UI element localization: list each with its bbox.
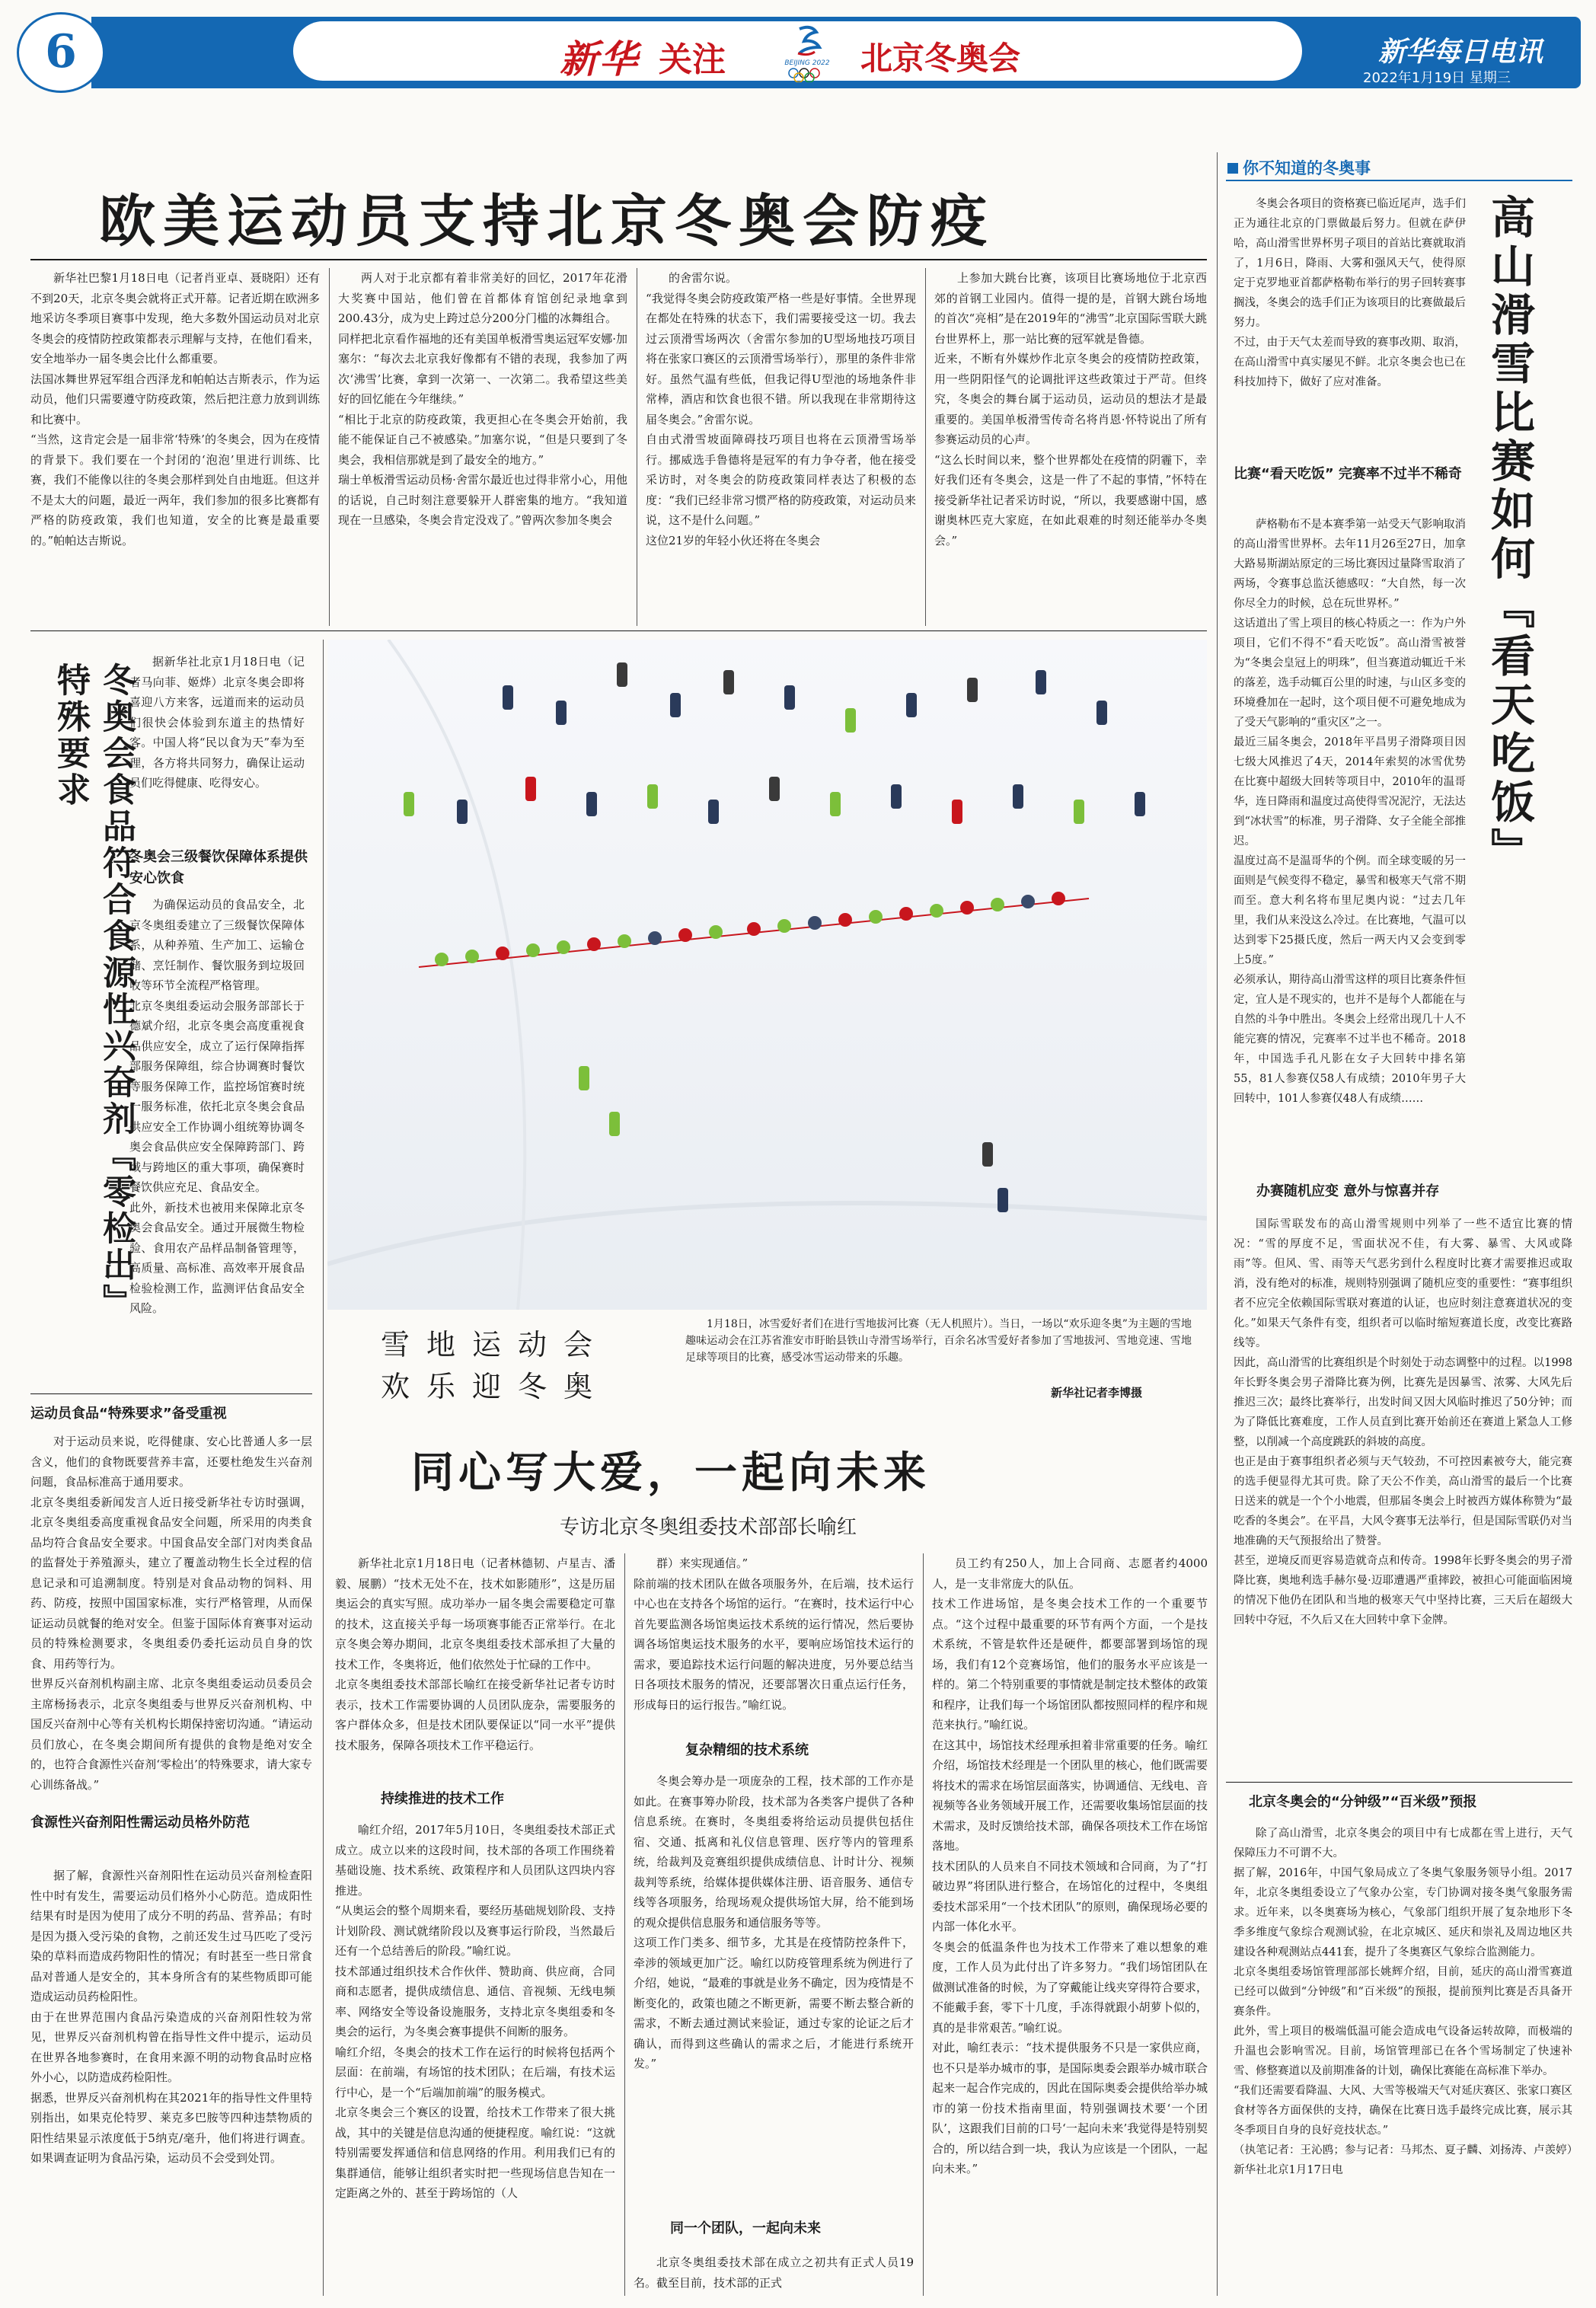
interview-subhead-1: 持续推进的技术工作 xyxy=(381,1791,504,1807)
divider xyxy=(1226,180,1572,181)
food-subhead-3: 食源性兴奋剂阳性需运动员格外防范 xyxy=(30,1815,250,1831)
interview-subhead-2: 复杂精细的技术系统 xyxy=(685,1742,809,1758)
interview-col2c: 北京冬奥组委技术部在成立之初共有正式人员19名。截至目前，技术部的正式 xyxy=(634,2255,914,2290)
divider xyxy=(923,1553,924,2296)
right-subhead-1: 比赛“看天吃饭” 完赛率不过半不稀奇 xyxy=(1234,466,1462,482)
right-subhead-2: 办赛随机应变 意外与惊喜并存 xyxy=(1256,1183,1440,1199)
paper-name: 新华每日电讯 xyxy=(1378,36,1543,68)
photo-tug-of-war xyxy=(327,640,1207,1310)
brand-guanzhu: 关注 xyxy=(659,40,726,79)
main-story-col3: 的舍雷尔说。 “我觉得冬奥会防疫政策严格一些是好事情。全世界现在都处在特殊的状态下，我们需要接受这一切。我去过云顶滑雪场两次（舍雷尔参加的U型场地技巧项目将在张家口赛区的云顶滑雪场举行），那里的条件非常好。虽然气温有些低，但我记得U型池的场地条件非常棒，酒店和饮食也很不错。所以我现在非常期待这届冬奥会。”舍雷尔说。 自由式滑雪坡面障碍技巧项目也将在云顶滑雪场举行。挪威选手鲁德将是冠军的有力争夺者，他在接受采访时，对冬奥会的防疫政策同样表达了积极的态度：“我们已经非常习惯严格的防疫政策，对运动员来说，这不是什么问题。” 这位21岁的年轻小伙还将在冬奥会 xyxy=(646,271,916,547)
food-subhead-1: 冬奥会三级餐饮保障体系提供安心饮食 xyxy=(129,849,308,886)
main-headline: 欧美运动员支持北京冬奥会防疫 xyxy=(99,189,994,254)
food-story-body-1: 为确保运动员的食品安全，北京冬奥组委建立了三级餐饮保障体系，从种养殖、生产加工、运输仓储、烹饪制作、餐饮服务到垃圾回收等环节全流程严格管理。 北京冬奥组委运动会服务部部长于德斌介绍，北京冬奥会高度重视食品供应安全，成立了运行保障指挥部服务保障组，综合协调赛时餐饮等服务保障工作，监控场馆赛时统一服务标准，依托北京冬奥会食品供应安全工作协调小组统筹协调冬奥会食品供应安全保障跨部门、跨域与跨地区的重大事项，确保赛时餐饮供应充足、食品安全。 此外，新技术也被用来保障北京冬奥会食品安全。通过开展微生物检验、食用农产品样品制备管理等，高质量、高标准、高效率开展食品检验检测工作，监测评估食品安全风险。 xyxy=(129,898,305,1315)
divider xyxy=(624,1553,625,2296)
divider xyxy=(925,268,926,626)
square-icon xyxy=(1227,163,1238,174)
interview-subtitle: 专访北京冬奥组委技术部部长喻红 xyxy=(560,1516,857,1539)
interview-col2: 群）来实现通信。” 除前端的技术团队在做各项服务外，在后端，技术运行中心也在支持各个场馆的运行。“在赛时，技术运行中心首先要监测各场馆奥运技术系统的运行情况，然后要协调各场馆奥运技术服务的水平，要响应场馆技术运行的需求，要追踪技术运行问题的解决进度，另外要总结当日各项技术服务的情况，还要部署次日重点运行任务，形成每日的运行报告。”喻红说。 xyxy=(634,1556,914,1712)
page-number: 6 xyxy=(17,12,105,93)
photo-caption: 1月18日，冰雪爱好者们在进行雪地拔河比赛（无人机照片）。当日，一场以“欢乐迎冬奥”为主题的雪地趣味运动会在江苏省淮安市盱眙县铁山寺滑雪场举行，百余名冰雪爱好者参加了雪地拔河、雪地竞速、雪地足球等项目的比赛，感受冰雪运动带来的乐趣。 xyxy=(685,1318,1192,1364)
interview-headline: 同心写大爱，一起向未来 xyxy=(411,1448,930,1498)
interview-subhead-3: 同一个团队，一起向未来 xyxy=(670,2220,821,2236)
divider xyxy=(329,268,330,626)
photo-caption-title-1: 雪地运动会 xyxy=(381,1328,610,1361)
food-subhead-2: 运动员食品“特殊要求”备受重视 xyxy=(30,1406,227,1422)
photo-credit: 新华社记者李博摄 xyxy=(1051,1386,1143,1400)
right-subhead-3: 北京冬奥会的“分钟级”“百米级”预报 xyxy=(1249,1794,1477,1810)
interview-col2b: 冬奥会筹办是一项庞杂的工程，技术部的工作亦是如此。在赛事筹办阶段，技术部为各类客户提供了各种信息系统。在赛时，冬奥组委将给运动员提供包括住宿、交通、抵离和礼仪信息管理、医疗等内的管理系统，给裁判及竞赛组织提供成绩信息、计时计分、视频裁判等系统，给媒体提供媒体注册、语音服务、通信专线等各项服务，给现场观众提供场馆大屏，给不能到场的观众提供信息服务和通信服务等等。 这项工作门类多、细节多，尤其是在疫情防控条件下，牵涉的领域更加广泛。喻红以防疫管理系统为例进行了介绍，她说，“最难的事就是业务不确定，因为疫情是不断变化的，政策也随之不断更新，需要不断去整合新的需求，不断去通过测试来验证，通过专家的论证之后才确认，而得到这些确认的需求之后，才能进行系统开发。” xyxy=(634,1774,914,2070)
section-title: 北京冬奥会 xyxy=(860,40,1021,77)
main-story-col2: 两人对于北京都有着非常美好的回忆，2017年花滑大奖赛中国站，他们曾在首都体育馆创纪录地拿到200.43分，成为史上跨过总分200分门槛的冰舞组合。 同样把北京看作福地的还有美国单板滑雪奥运冠军安娜·加塞尔：“每次去北京我好像都有不错的表现，我参加了两次‘沸雪’比赛，拿到一次第一、一次第二。我希望这些美好的回忆能在今年继续。” “相比于北京的防疫政策，我更担心在冬奥会开始前，我能不能保证自己不被感染。”加塞尔说，“但是只要到了冬奥会，我相信那就是到了最安全的地方。” 瑞士单板滑雪运动员杨·舍雷尔最近也过得非常小心，用他的话说，自己时刻注意要躲开人群密集的地方。“我知道现在一旦感染，冬奥会肯定没戏了。”曾两次参加冬奥会 xyxy=(338,271,627,527)
food-story-lead: 据新华社北京1月18日电（记者马向菲、姬烨）北京冬奥会即将喜迎八方来客，远道而来的运动员们很快会体验到东道主的热情好客。中国人将“民以食为天”奉为至理，各方将共同努力，确保让运动员们吃得健康、吃得安心。 xyxy=(129,655,305,790)
divider xyxy=(30,630,1207,631)
photo-caption-title-2: 欢乐迎冬奥 xyxy=(381,1370,610,1403)
column-tag-text: 你不知道的冬奥事 xyxy=(1243,159,1371,177)
right-story-title: 高山滑雪比赛如何『看天吃饭』 xyxy=(1483,194,1535,876)
divider xyxy=(323,640,324,2296)
divider xyxy=(30,1393,312,1394)
right-story-body-2: 国际雪联发布的高山滑雪规则中列举了一些不适宜比赛的情况：“雪的厚度不足，雪面状况不佳，有大雾、暴雪、大风或降雨”等。但风、雪、雨等天气恶劣到什么程度时比赛才需要推迟或取消，没有绝对的标准，规则特别强调了随机应变的重要性：“赛事组织者不应完全依赖国际雪联对赛道的认证，也应时刻注意赛道状况的变化。”如果天气条件有变，组织者可以临时缩短赛道长度，改变比赛路线等。 因此，高山滑雪的比赛组织是个时刻处于动态调整中的过程。以1998年长野冬奥会男子滑降比赛为例，比赛先是因暴雪、浓雾、大风先后推迟三次；最终比赛举行，出发时间又因大风临时推迟了50分钟；而为了降低比赛难度，工作人员直到比赛开始前还在赛道上紧急人工修整，以削减一个高度跳跃的斜坡的高度。 也正是由于赛事组织者必须与天气较劲，不可控因素被夸大，能完赛的选手便显得尤其可贵。除了天公不作美，高山滑雪的最后一个比赛日送来的就是一个个小地震，但那届冬奥会上时被西方媒体称赞为“最吃香的冬奥会”。在平昌，大风令赛事无法举行，但是国际雪联仍对当地准确的天气预报给出了赞誉。 甚至，逆境反而更容易造就奇点和传奇。1998年长野冬奥会的男子滑降比赛，奥地利选手赫尔曼·迈耶遭遇严重摔跤，被担心可能面临困境的情况下他仍在团队和当地的极寒天气中坚持比赛，三天后在超级大回转中夺冠，不久后又在大回转中拿下金牌。 xyxy=(1234,1218,1572,1626)
divider xyxy=(30,259,1207,260)
divider xyxy=(1217,152,1218,2296)
beijing-2022-emblem-icon xyxy=(769,23,845,82)
emblem-caption: BEIJING 2022 xyxy=(784,59,830,67)
divider xyxy=(1226,1782,1572,1783)
main-story-col1: 新华社巴黎1月18日电（记者肖亚卓、聂晓阳）还有不到20天，北京冬奥会就将正式开幕。记者近期在欧洲多地采访冬季项目赛事中发现，绝大多数外国运动员对北京冬奥会的疫情防控政策都表示理解与支持，在他们看来，安全地举办一届冬奥会比什么都重要。 法国冰舞世界冠军组合西泽龙和帕帕达吉斯表示，作为运动员，他们只需要遵守防疫政策，然后把注意力放到训练和比赛中。 “当然，这肯定会是一届非常‘特殊’的冬奥会，因为在疫情的背景下。我们要在一个封闭的‘泡泡’里进行训练、比赛，我们不能像以往的冬奥会那样到处自由地逛。但这并不是太大的问题，最近一两年，我们参加的很多比赛都有严格的防疫政策，我们也知道，安全的比赛是最重要的。”帕帕达吉斯说。 xyxy=(30,271,320,547)
main-story-col4: 上参加大跳台比赛，该项目比赛场地位于北京西郊的首钢工业园内。值得一提的是，首钢大跳台场地的首次“亮相”是在2019年的“沸雪”北京国际雪联大跳台世界杯上，那一站比赛的冠军就是鲁德。 近来，不断有外媒炒作北京冬奥会的疫情防控政策，用一些阴阳怪气的论调批评这些政策过于严苛。但终究，冬奥会的舞台属于运动员，运动员的想法才是最重要的。美国单板滑雪传奇名将肖恩·怀特说出了所有参赛运动员的心声。 “这么长时间以来，整个世界都处在疫情的阴霾下，幸好我们还有冬奥会，这是一件了不起的事情，”怀特在接受新华社记者采访时说，“所以，我要感谢中国，感谢奥林匹克大家庭，在如此艰难的时刻还能举办冬奥会。” xyxy=(934,271,1207,547)
column-tag xyxy=(1227,156,1371,179)
food-story-body-3: 据了解，食源性兴奋剂阳性在运动员兴奋剂检查阳性中时有发生，需要运动员们格外小心防范。造成阳性结果有时是因为使用了成分不明的药品、营养品；有时是因为摄入受污染的食物，之前还发生过马匹吃了受污染的草料而造成药物阳性的情况；有时甚至一些日常食品对普通人是安全的，其本身所含有的某些物质即可能造成运动员药检阳性。 由于在世界范围内食品污染造成的兴奋剂阳性较为常见，世界反兴奋剂机构曾在指导性文件中提示，运动员在世界各地参赛时，在食用来源不明的动物食品时应格外小心，以防造成药检阳性。 据悉，世界反兴奋剂机构在其2021年的指导性文件里特别指出，如果克伦特罗、莱克多巴胺等四种违禁物质的阳性结果显示浓度低于5纳克/毫升，他们将进行调查。如果调查证明为食品污染，运动员不会受到处罚。 xyxy=(30,1869,312,2165)
right-story-body-1: 萨格勒布不是本赛季第一站受天气影响取消的高山滑雪世界杯。去年11月26至27日，加拿大路易斯湖站原定的三场比赛因过量降雪取消了两场，令赛事总监沃德感叹：“大自然，每一次你尽全力的时候，总在玩世界杯。” 这话道出了雪上项目的核心特质之一：作为户外项目，它们不得不“看天吃饭”。高山滑雪被誉为“冬奥会皇冠上的明珠”，但当赛道动辄近千米的落差，选手动辄百公里的时速，与山区多变的环境叠加在一起时，这个项目便不可避免地成为了受天气影响的“重灾区”之一。 最近三届冬奥会，2018年平昌男子滑降项目因七级大风推迟了4天，2014年索契的冰雪优势在比赛中超级大回转等项目中，2010年的温哥华，连日降雨和温度过高使得雪况泥泞，无法达到“冰状雪”的标准，男子滑降、女子全能全部推迟。 温度过高不是温哥华的个例。而全球变暖的另一面则是气候变得不稳定，暴雪和极寒天气常不期而至。意大利名将布里尼奥内说：“过去几年里，我们从来没这么冷过。在比赛地，气温可以达到零下25摄氏度，然后一两天内又会变到零上5度。” 必须承认，期待高山滑雪这样的项目比赛条件恒定，宜人是不现实的，也并不是每个人都能在与自然的斗争中胜出。冬奥会上经常出现几十人不能完赛的情况，完赛率不过半也不稀奇。2018年，中国选手孔凡影在女子大回转中排名第55，81人参赛仅58人有成绩；2010年男子大回转中，101人参赛仅48人有成绩…… xyxy=(1234,519,1466,1105)
issue-date: 2022年1月19日 星期三 xyxy=(1363,70,1511,86)
food-story-body-2: 对于运动员来说，吃得健康、安心比普通人多一层含义，他们的食物既要营养丰富，还要杜绝发生兴奋剂问题，食品标准高于通用要求。 北京冬奥组委新闻发言人近日接受新华社专访时强调，北京冬奥组委高度重视食品安全问题，所采用的肉类食品均符合食品安全要求。中国食品安全部门对肉类食品的监督处于养殖源头，建立了覆盖动物生长全过程的信息记录和可追溯制度。特别是对食品动物的饲料、用药、防疫，按照中国国家标准，实行严格管理，从而保证运动员就餐的绝对安全。但鉴于国际体育赛事对运动员的特殊检测要求，冬奥组委仍委托运动员自身的饮食、用药等行为。 世界反兴奋剂机构副主席、北京冬奥组委运动员委员会主席杨扬表示，北京冬奥组委与世界反兴奋剂机构、中国反兴奋剂中心等有关机构长期保持密切沟通。“请运动员们放心，在冬奥会期间所有提供的食物是绝对安全的，也符合食源性兴奋剂‘零检出’的特殊要求，请大家专心训练备战。” xyxy=(30,1435,312,1792)
right-story-intro: 冬奥会各项目的资格赛已临近尾声，选手们正为通往北京的门票做最后努力。但就在萨伊哈，高山滑雪世界杯男子项目的首站比赛就取消了，1月6日，降雨、大雾和强风天气，使得原定于克罗地亚首都萨格勒布举行的男子回转赛事搁浅，冬奥会的选手们正为该项目的比赛做最后努力。 不过，由于天气太差而导致的赛事改期、取消，在高山滑雪中真实屡见不鲜。北京冬奥会也已在科技加持下，做好了应对准备。 xyxy=(1234,198,1466,388)
interview-col3: 员工约有250人，加上合同商、志愿者约4000人，是一支非常庞大的队伍。 技术工作进场馆，是冬奥会技术工作的一个重要节点。“这个过程中最重要的环节有两个方面，一个是技术系统，不管是软件还是硬件，都要部署到场馆的现场，我们有12个竞赛场馆，他们的服务水平应该是一样的。第二个特别重要的事情就是制定技术整体的政策和程序，让我们每一个场馆团队都按照同样的程序和规范来执行。”喻红说。 在这其中，场馆技术经理承担着非常重要的任务。喻红介绍，场馆技术经理是一个团队里的核心，他们既需要将技术的需求在场馆层面落实，协调通信、无线电、音视频等各业务领域开展工作，还需要收集场馆层面的技术需求，及时反馈给技术部，确保各项技术工作在场馆落地。 技术团队的人员来自不同技术领域和合同商，为了“打破边界”将团队进行整合，在场馆化的过程中，冬奥组委技术部采用“一个技术团队”的原则，确保现场必要的内部一体化水平。 冬奥会的低温条件也为技术工作带来了难以想象的难度，工作人员为此付出了许多努力。“我们场馆团队在做测试准备的时候，为了穿戴能让线夹穿得符合要求，不能戴手套，零下十几度，手冻得就跟小胡萝卜似的，真的是非常艰苦。”喻红说。 对此，喻红表示：“技术提供服务不只是一家供应商，也不只是举办城市的事，是国际奥委会跟举办城市联合起来一起合作完成的，因此在国际奥委会提供给举办城市的第一份技术指南里面，特别强调技术要‘一个团队’，这跟我们目前的口号‘一起向未来’我觉得是特别契合的，所以结合到一块，我认为应该是一个团队，一起向未来。” xyxy=(932,1556,1208,2176)
interview-col1b: 喻红介绍，2017年5月10日，冬奥组委技术部正式成立。成立以来的这段时间，技术部的各项工作围绕着基础设施、技术系统、政策程序和人员团队这四块内容推进。 “从奥运会的整个周期来看，要经历基础规划阶段、支持计划阶段、测试就绪阶段以及赛事运行阶段，当然最后还有一个总结善后的阶段。”喻红说。 技术部通过组织技术合作伙伴、赞助商、供应商，合同商和志愿者，提供成绩信息、通信、音视频、无线电频率、网络安全等设备设施服务，支持北京冬奥组委和冬奥会的运行，为冬奥会赛事提供不间断的服务。 喻红介绍，冬奥会的技术工作在运行的时候将包括两个层面：在前端，有场馆的技术团队；在后端，有技术运行中心，是一个“后端加前端”的服务模式。 北京冬奥会三个赛区的设置，给技术工作带来了很大挑战，其中的关键是信息沟通的便捷程度。喻红说：“这就特别需要发挥通信和信息网络的作用。利用我们已有的集群通信，能够让组织者实时把一些现场信息告知在一定距离之外的、甚至于跨场馆的（人 xyxy=(335,1823,615,2200)
interview-col1: 新华社北京1月18日电（记者林德韧、卢星吉、潘毅、展鹏）“技术无处不在，技术如影随形”，这是历届奥运会的真实写照。成功举办一届冬奥会需要稳定可靠的技术，这直接关乎每一场项赛事能否正常举行。在北京冬奥会筹办期间，北京冬奥组委技术部承担了大量的技术工作，冬奥将近，他们依然处于忙碌的工作中。 北京冬奥组委技术部部长喻红在接受新华社记者专访时表示，技术工作需要协调的人员团队庞杂，需要服务的客户群体众多，但是技术团队要保证以“同一水平”提供技术服务，保障各项技术工作平稳运行。 xyxy=(335,1556,615,1752)
food-story-title: 冬奥会食品符合食源性兴奋剂『零检出』特殊要求 xyxy=(51,662,136,1320)
right-story-body-3: 除了高山滑雪，北京冬奥会的项目中有七成都在雪上进行，天气保障压力不可谓不大。 据了解，2016年，中国气象局成立了冬奥气象服务领导小组。2017年，北京冬奥组委设立了气象办公室，专门协调对接冬奥气象服务需求。近年来，以冬奥赛场为核心，气象部门组织开展了复杂地形下冬季多维度气象综合观测试验，在北京城区、延庆和崇礼及周边地区共建设各种观测站点441套，提升了冬奥赛区气象综合监测能力。 北京冬奥组委场馆管理部部长姚辉介绍，目前，延庆的高山滑雪赛道已经可以做到“分钟级”和“百米级”的预报，提前预判比赛是否具备开赛条件。 此外，雪上项目的极端低温可能会造成电气设备运转故障，而极端的升温也会影响雪况。目前，场馆管理部已在各个雪场制定了快速补雪、修整赛道以及前期准备的计划，确保比赛能在高标准下举办。 “我们还需要看降温、大风、大雪等极端天气对延庆赛区、张家口赛区食材等各方面保供的支持，确保在比赛日选手最终完成比赛，展示其冬季项目自身的良好竞技状态。” （执笔记者：王沁鸥；参与记者：马邦杰、夏子麟、刘扬涛、卢羡婷）新华社北京1月17日电 xyxy=(1234,1828,1572,2176)
brand-xinhua: 新华 xyxy=(560,37,639,81)
